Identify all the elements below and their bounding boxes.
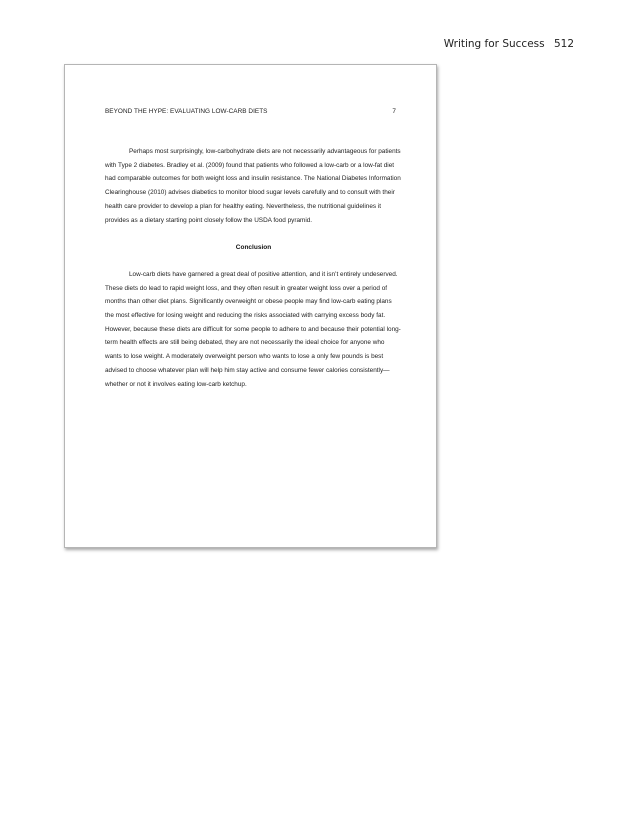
paper-page-number: 7	[392, 108, 396, 115]
conclusion-heading: Conclusion	[235, 244, 272, 252]
running-head	[105, 108, 396, 115]
book-page-number: 512	[553, 38, 574, 50]
running-head-title: BEYOND THE HYPE: EVALUATING LOW-CARB DIETS	[105, 108, 268, 115]
body-paragraph: Perhaps most surprisingly, low-carbohydrate diets are not necessarily advantageous for patients with Type 2 diabetes. Bradley et al. (2009) found that patients who followed a low-carb or a low-fat diet had comparable outcomes for both weight loss and insulin resistance. The National Diabetes Information Clearinghouse (2010) advises diabetics to monitor blood sugar levels carefully and to consult with their health care provider to develop a plan for healthy eating. Nevertheless, the nutritional guidelines it provides as a dietary starting point closely follow the USDA food pyramid.	[105, 148, 401, 224]
paper-page	[64, 64, 437, 548]
paper-body	[105, 145, 402, 391]
book-title: Writing for Success	[443, 38, 545, 50]
book-header	[444, 38, 574, 50]
conclusion-paragraph: Low-carb diets have garnered a great deal of positive attention, and it isn’t entirely undeserved. These diets do lead to rapid weight loss, and they often result in greater weight loss over a period of months than other diet plans. Significantly overweight or obese people may find low-carb eating plans the most effective for losing weight and reducing the risks associated with carrying excess body fat. However, because these diets are difficult for some people to adhere to and because their potential long-term health effects are still being debated, they are not necessarily the ideal choice for anyone who wants to lose weight. A moderately overweight person who wants to lose a only few pounds is best advised to choose whatever plan will help him stay active and consume fewer calories consistently—whether or not it involves eating low-carb ketchup.	[105, 270, 401, 388]
